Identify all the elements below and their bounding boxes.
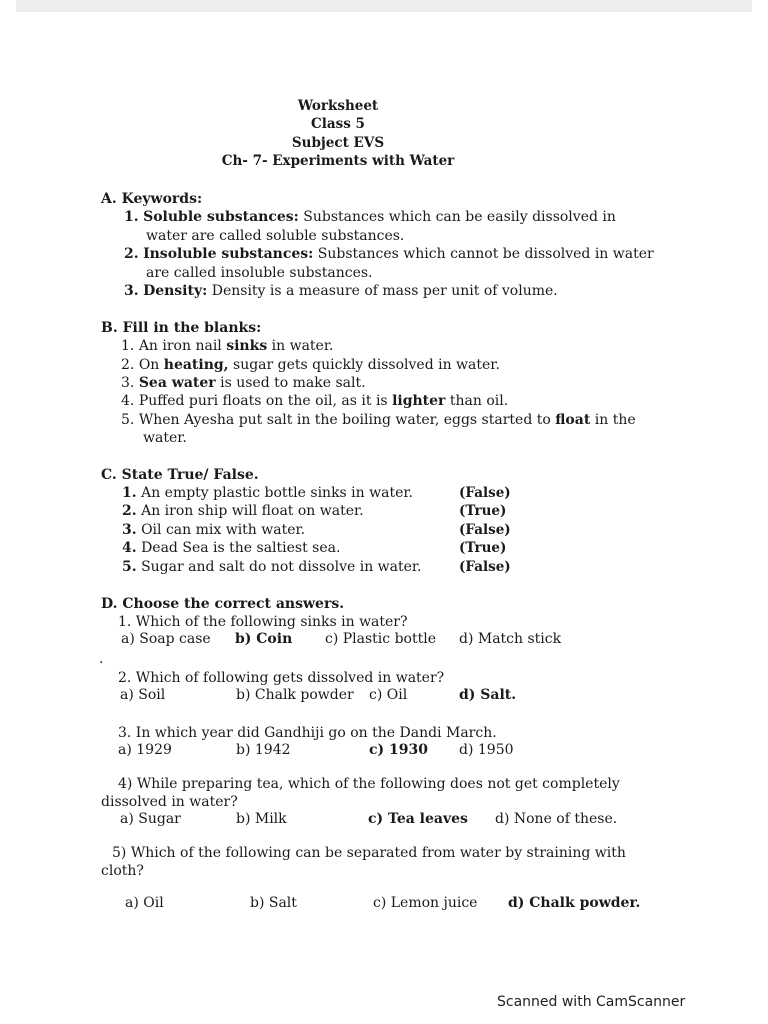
subject-label: Subject EVS	[291, 135, 385, 151]
mcq-question-cont: dissolved in water?	[101, 794, 238, 810]
mcq-option: b) Chalk powder	[236, 687, 354, 703]
true-false-item: 3. Oil can mix with water.	[122, 522, 306, 538]
mcq-option: d) None of these.	[495, 811, 618, 827]
fill-blank-item: 2. On heating, sugar gets quickly dissolved in water.	[121, 357, 500, 373]
keyword-item-cont: water are called soluble substances.	[146, 228, 405, 244]
chapter-title: Ch- 7- Experiments with Water	[221, 153, 455, 169]
mcq-option: b) Salt	[250, 895, 297, 911]
scanner-top-bar	[16, 0, 752, 12]
keyword-item: 3. Density: Density is a measure of mass per unit of volume.	[124, 283, 558, 299]
mcq-question: 2. Which of following gets dissolved in water?	[118, 670, 445, 686]
mcq-option: a) Soap case	[121, 631, 211, 647]
section-c-heading: C. State True/ False.	[101, 467, 259, 483]
fill-blank-item: 4. Puffed puri floats on the oil, as it is lighter than oil.	[121, 393, 509, 409]
keyword-item: 2. Insoluble substances: Substances which cannot be dissolved in water	[124, 246, 654, 262]
mcq-option-correct: c) 1930	[369, 742, 428, 758]
keyword-item-cont: are called insoluble substances.	[146, 265, 373, 281]
keyword-item: 1. Soluble substances: Substances which can be easily dissolved in	[124, 209, 616, 225]
mcq-question: 5) Which of the following can be separated from water by straining with	[112, 845, 626, 861]
mcq-option-correct: b) Coin	[235, 631, 293, 647]
mcq-option-correct: d) Chalk powder.	[508, 895, 641, 911]
section-a-heading: A. Keywords:	[101, 191, 203, 207]
camscanner-watermark: Scanned with CamScanner	[497, 994, 686, 1010]
true-false-answer: (False)	[459, 559, 511, 575]
mcq-option-correct: c) Tea leaves	[368, 811, 468, 827]
mcq-question: 1. Which of the following sinks in water?	[118, 614, 408, 630]
mcq-option: a) 1929	[118, 742, 172, 758]
mcq-question: 4) While preparing tea, which of the following does not get completely	[118, 776, 620, 792]
mcq-question: 3. In which year did Gandhiji go on the Dandi March.	[118, 725, 497, 741]
mcq-option: d) 1950	[459, 742, 514, 758]
true-false-item: 2. An iron ship will float on water.	[122, 503, 364, 519]
true-false-answer: (False)	[459, 485, 511, 501]
true-false-item: 5. Sugar and salt do not dissolve in water.	[122, 559, 422, 575]
mcq-option: c) Plastic bottle	[325, 631, 436, 647]
mcq-option-correct: d) Salt.	[459, 687, 517, 703]
mcq-question-cont: cloth?	[101, 863, 144, 879]
fill-blank-item: 5. When Ayesha put salt in the boiling water, eggs started to float in the	[121, 412, 636, 428]
true-false-answer: (True)	[459, 540, 507, 556]
true-false-item: 1. An empty plastic bottle sinks in water.	[122, 485, 413, 501]
mcq-option: b) Milk	[236, 811, 287, 827]
mcq-option: a) Oil	[125, 895, 164, 911]
true-false-answer: (True)	[459, 503, 507, 519]
fill-blank-item: 3. Sea water is used to make salt.	[121, 375, 366, 391]
true-false-answer: (False)	[459, 522, 511, 538]
mcq-option: a) Sugar	[120, 811, 181, 827]
mcq-option: c) Lemon juice	[373, 895, 478, 911]
section-d-heading: D. Choose the correct answers.	[101, 596, 345, 612]
section-b-heading: B. Fill in the blanks:	[101, 320, 262, 336]
class-label: Class 5	[311, 116, 365, 132]
true-false-item: 4. Dead Sea is the saltiest sea.	[122, 540, 341, 556]
fill-blank-item-cont: water.	[143, 430, 187, 446]
fill-blank-item: 1. An iron nail sinks in water.	[121, 338, 334, 354]
mcq-option: a) Soil	[120, 687, 166, 703]
mcq-option: b) 1942	[236, 742, 291, 758]
stray-mark: .	[99, 651, 104, 667]
mcq-option: c) Oil	[369, 687, 408, 703]
mcq-option: d) Match stick	[459, 631, 562, 647]
worksheet-title: Worksheet	[297, 98, 379, 114]
